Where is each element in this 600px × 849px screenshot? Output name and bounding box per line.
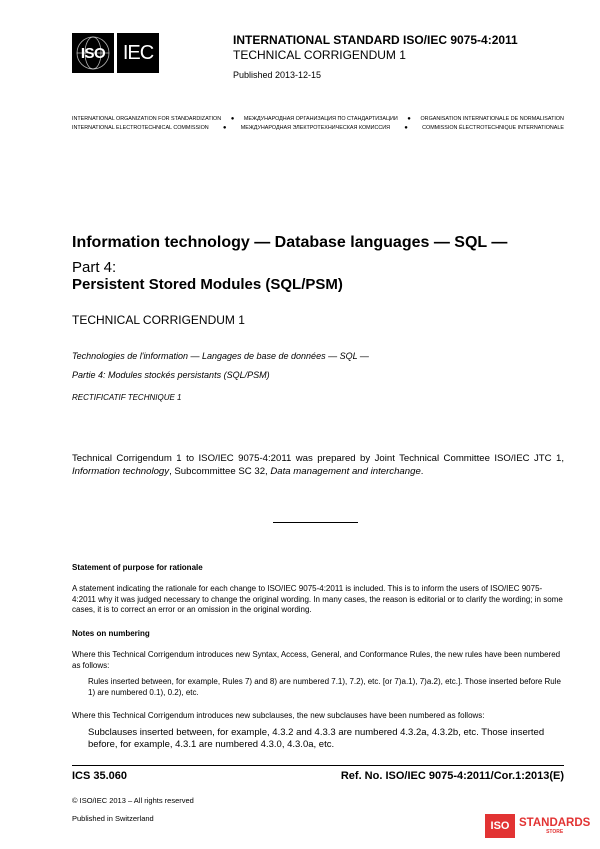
iec-logo: IEC: [117, 33, 159, 73]
prepared-by-paragraph: Technical Corrigendum 1 to ISO/IEC 9075-4:2011 was prepared by Joint Technical Committee ISO/IEC JTC 1, Information technology, Subcommittee SC 32, Data management and interchange.: [72, 453, 564, 477]
rationale-heading: Statement of purpose for rationale: [72, 563, 203, 572]
numbering-heading: Notes on numbering: [72, 629, 150, 638]
org-line-2: INTERNATIONAL ELECTROTECHNICAL COMMISSION ● МЕЖДУНАРОДНАЯ ЭЛЕКТРОТЕХНИЧЕСКАЯ КОМИССИЯ ● COMMISSION ÉLECTROTECHNIQUE INTERNATIONALE: [72, 125, 564, 131]
corrigendum-label: TECHNICAL CORRIGENDUM 1: [72, 313, 245, 327]
copyright: © ISO/IEC 2013 – All rights reserved: [72, 796, 194, 805]
numbering-p4: Subclauses inserted between, for example, 4.3.2 and 4.3.3 are numbered 4.3.2a, 4.3.2b, etc. Those inserted before, for example, 4.3.1 are numbered 4.3.0, 4.3.0a, etc.: [88, 727, 545, 751]
iso-store-badge: ISO: [485, 814, 515, 838]
ics-code: ICS 35.060: [72, 770, 128, 782]
part-title: Persistent Stored Modules (SQL/PSM): [72, 276, 343, 293]
french-part: Partie 4: Modules stockés persistants (SQL/PSM): [72, 370, 270, 380]
french-corrigendum: RECTIFICATIF TECHNIQUE 1: [72, 393, 182, 402]
iso-iec-logo: [72, 33, 159, 73]
french-title: Technologies de l'information — Langages de base de données — SQL —: [72, 351, 369, 361]
numbering-p1: Where this Technical Corrigendum introduces new Syntax, Access, General, and Conformance Rules, the new rules have been numbered as follows:: [72, 650, 561, 670]
iso-logo: ISO: [72, 33, 114, 73]
numbering-p3: Where this Technical Corrigendum introduces new subclauses, the new subclauses have been numbered as follows:: [72, 711, 485, 720]
published-in: Published in Switzerland: [72, 814, 154, 823]
rationale-text: A statement indicating the rationale for each change to ISO/IEC 9075-4:2011 is included. This is to inform the users of ISO/IEC 9075-4:2011 why it was judged necessary to change the original wording. In many cases, the reason is editorial or to clarify the wording; in some cases, it is to correct an error or an omission in the original wording.: [72, 584, 563, 615]
org-line-1: INTERNATIONAL ORGANIZATION FOR STANDARDIZATION ● МЕЖДУНАРОДНАЯ ОРГАНИЗАЦИЯ ПО СТАНДАРТИЗАЦИИ ● ORGANISATION INTERNATIONALE DE NORMALISATION: [72, 116, 564, 122]
divider: [273, 522, 358, 523]
iso-standards-store-logo: ISO STANDARDS STORE: [485, 814, 590, 838]
part-number: Part 4:: [72, 259, 117, 276]
standard-title: INTERNATIONAL STANDARD ISO/IEC 9075-4:2011: [233, 33, 518, 47]
document-title: Information technology — Database languages — SQL —: [72, 234, 508, 251]
footer-divider: [72, 765, 564, 766]
reference-number: Ref. No. ISO/IEC 9075-4:2011/Cor.1:2013(E): [340, 770, 564, 782]
numbering-p2: Rules inserted between, for example, Rules 7) and 8) are numbered 7.1), 7.2), etc. [or 7)a.1), 7)a.2), etc.]. Those inserted before Rule 1) are numbered 0.1), 0.2), etc.: [88, 677, 561, 697]
published-date: Published 2013-12-15: [233, 70, 322, 80]
standard-subtitle: TECHNICAL CORRIGENDUM 1: [233, 48, 406, 62]
